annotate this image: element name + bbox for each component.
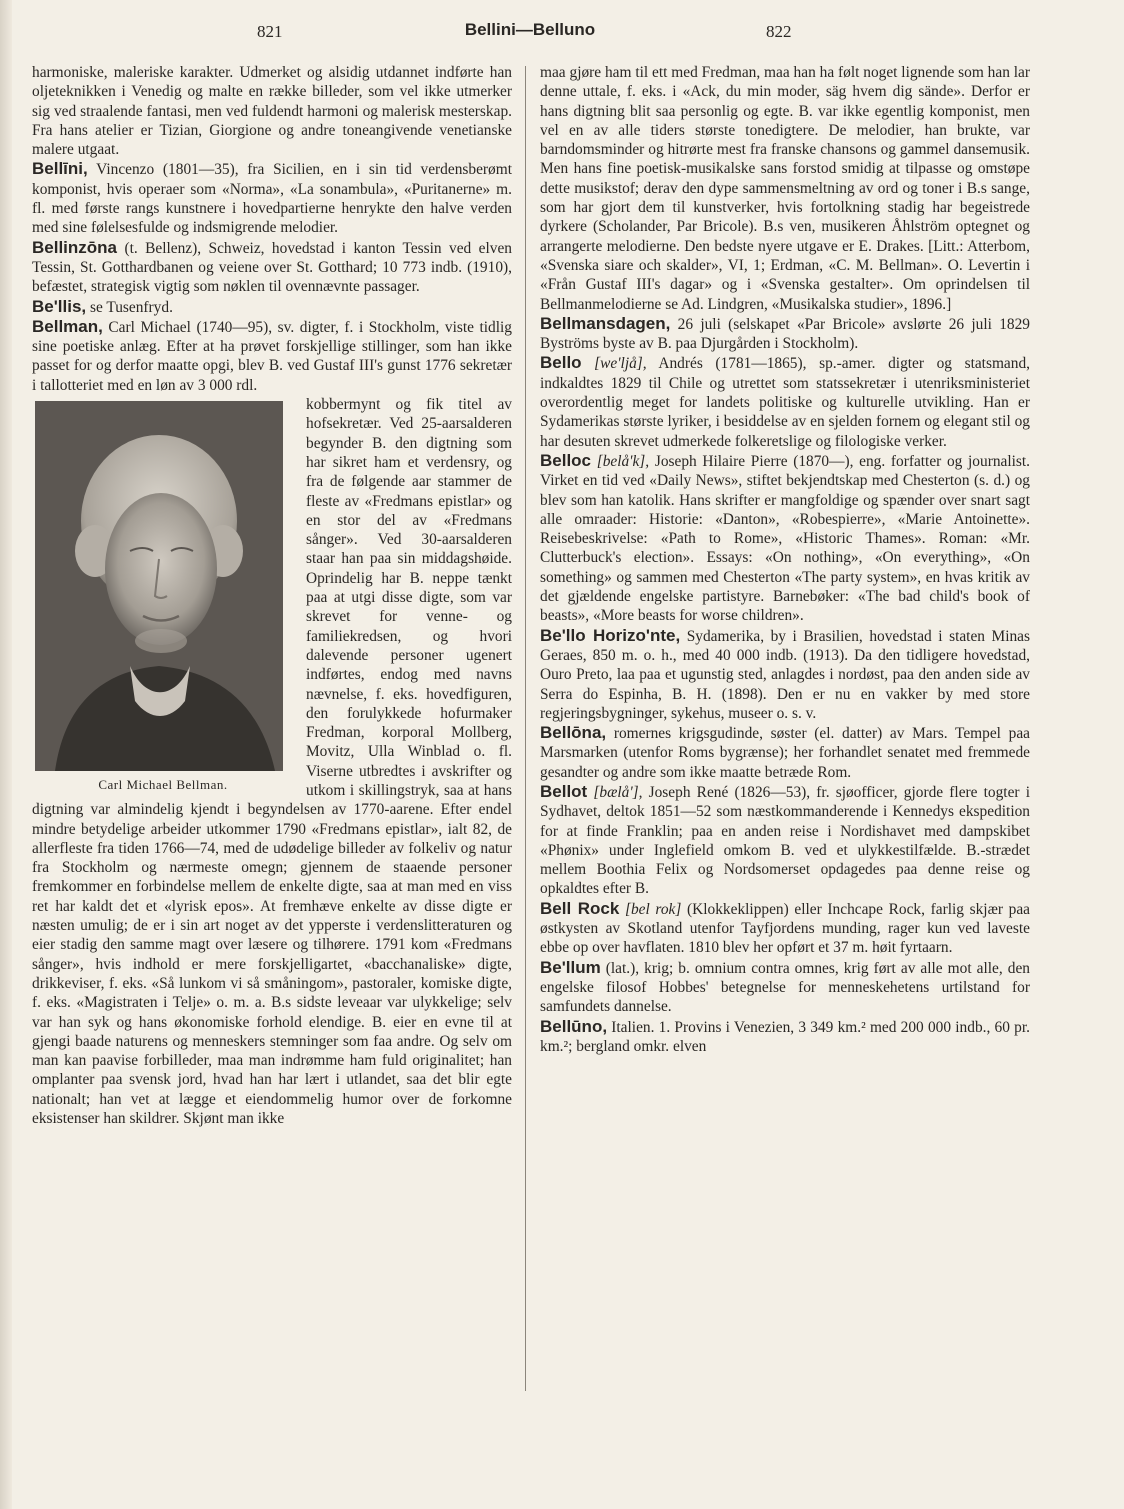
pronunciation: [belå'k], <box>591 452 650 470</box>
page-header <box>0 18 1124 48</box>
portrait-image <box>35 401 283 771</box>
entry-text: Sydamerika, by i Brasilien, hovedstad i staten Minas Geraes, 850 m. o. h., med 40 000 indb. (1913). Da den tidligere hovedstad, Ouro Preto, laa paa et ugunstig sted, anlagdes i nordøst, paa den anden side av Serra do Espinha, B. H. (1898). Den er nu en vakker by med store regjeringsbygninger, sykehus, museer o. s. v. <box>540 627 1030 722</box>
right-column <box>540 63 1030 1056</box>
portrait-drawing <box>35 401 283 771</box>
entry-bello <box>540 353 1030 450</box>
column-divider <box>525 66 526 1391</box>
entry-bellona <box>540 723 1030 782</box>
entry-text: Joseph René (1826—53), fr. sjøofficer, gjorde flere togter i Sydhavet, deltok 1851—52 som næstkommanderende i Kennedys ekspedition for at finde Franklin; paa en anden reise i Nordishavet med dampskibet «Phønix» under Inglefield omkom B. ved et ulykkestilfælde. B.-strædet mellem Boothia Felix og Nordsomerset opdagedes paa denne reise og opkaldtes efter B. <box>540 783 1030 898</box>
entry-bellot <box>540 782 1030 899</box>
pronunciation: [we'ljå], <box>581 355 647 373</box>
headword: Be'llo Horizo'nte, <box>540 625 681 645</box>
entry-text: (lat.), krig; b. omnium contra omnes, krig ført av alle mot alle, den engelske filosof Hobbes' betegnelse for menneskehetens urtilstand for samfundets dannelse. <box>540 959 1030 1016</box>
entry-text: harmoniske, maleriske karakter. Udmerket og alsidig utdannet indførte han oljeteknikken i Venedig og malte en række billeder, som vel ikke utmerker sig ved straalende fantasi, men ved fuldendt harmoni og malerisk mesterskap. Fra hans atelier er Tizian, Giorgione og andre toneangivende venetianske malere utgaat. <box>32 64 512 159</box>
entry-belluno <box>540 1017 1030 1057</box>
headword: Bellōna, <box>540 723 607 743</box>
entry-text: (t. Bellenz), Schweiz, hovedstad i kanton Tessin ved elven Tessin, St. Gotthardbanen og veiene over St. Gotthard; 10 773 indb. (1910), befæstet, strategisk vigtig som nøklen til ovennævnte passager. <box>32 239 512 296</box>
running-title: Bellini—Belluno <box>464 20 596 39</box>
headword: Bello <box>540 353 582 373</box>
entry-bellman <box>32 317 512 395</box>
headword: Be'llum <box>540 957 601 977</box>
portrait-caption: Carl Michael Bellman. <box>98 777 228 793</box>
entry-text: Carl Michael (1740—95), sv. digter, f. i Stockholm, viste tidlig sine poetiske anlæg. Efter at ha prøvet forskjellige stillinger, som han ikke passet for og derfor maatte opgi, blev B. ved Gustaf III's gunst 1776 sekretær i tallotteriet med en løn av 3 000 rdl. <box>32 318 512 394</box>
entry-text: Vincenzo (1801—35), fra Sicilien, en i sin tid verdensberømt komponist, hvis operaer som «Norma», «La sonambula», «Puritanerne» m. fl. med første rangs kunstnere i hovedpartierne henrykte den halve verden med sine følelsesfulde og indsmigrende melodier. <box>32 161 512 237</box>
entry-bellini-painter-cont <box>32 63 512 159</box>
headword: Bellinzōna <box>32 237 118 257</box>
entry-bell-rock <box>540 899 1030 958</box>
entry-text: kobbermynt og fik titel av hofsekretær. Ved 25-aarsalderen begynder B. den digtning som har sikret ham et verdensry, og fra de følgende aar stammer de fleste av «Fredmans epistlar» og en stor del av «Fredmans sånger». Ved 30-aarsalderen staar han paa sin middagshøide. Oprindelig har B. neppe tænkt paa at utgi disse digte, som var skrevet for venne- og familiekredsen, og hvori dalevende personer ugenert indførtes, endog med navns nævnelse, f. eks. hovedfiguren, den forulykkede hofurmaker Fredman, korporal Mollberg, Movitz, Ulla Winblad o. fl. Viserne utbredtes i avskrifter og utkom i skillingstryk, saa at hans digtning var almindelig kjendt i begyndelsen av 1770-aarene. Efter endel mindre betydelige arbeider utkommer 1790 «Fredmans epistlar», ialt 82, de allerfleste fra tiden 1766—74, med de udødelige billeder av folkeliv og natur fra Stockholm og nærmeste omegn; gjennem de staaende personer fremkommer en forbindelse mellem de enkelte digte, saa at man med en viss ret har kaldt det et «lyrisk epos». At fremhæve enkelte av disse digte er næsten umulig; de er i sin art noget av det ypperste i verdenslitteraturen og eier stadig den samme magt over læsere og tilhørere. 1791 kom «Fredmans sånger», hvis indhold er mere forskjelligartet, «bacchanaliske» digte, drikkeviser, f. eks. «Så lunkom vi så småningom», pastoraler, komiske digte, f. eks. «Magistraten i Telje» o. m. a. B.s sidste leveaar var ulykkelige; selv var han syk og hans økonomiske forhold elendige. B. eier en evne til at gjengi baade naturens og menneskers stemninger som faa andre. Og selv om man kan paavise forbilleder, maa man indrømme ham fuld originalitet; han omplanter paa svensk jord, hvad han har lært i utlandet, saa det blir egte nationalt; han vet at lægge et eiendommelig humor over de forkomne eksistenser han skildrer. Skjønt man ikke <box>32 396 512 1128</box>
entry-text: Joseph Hilaire Pierre (1870—), eng. forfatter og journalist. Virket en tid ved «Daily News», stiftet bekjendtskap med Chesterton (s. d.) og blev som han katolik. Hans skrifter er mangfoldige og spænder over snart sagt alle omraader: Historie: «Danton», «Robespierre», «Marie Antoinette». Reisebeskrivelse: «Path to Rome», «Historic Thames». Roman: «Mr. Clutterbuck's election». Essays: «On nothing», «On everything», «On something» og sammen med Chesterton «The party system», en hvas kritik av det gjældende engelske partistyre. Barnebøker: «The bad child's book of beasts», «More beasts for worse children». <box>540 452 1031 625</box>
entry-text: se Tusenfryd. <box>86 298 173 316</box>
headword: Bellmansdagen, <box>540 313 671 333</box>
pronunciation: [bælå'], <box>587 783 643 801</box>
entry-text: (Klokkeklippen) eller Inchcape Rock, farlig skjær paa østkysten av Skotland utenfor Tayfjordens munding, rager kun ved laveste ebbe op over havflaten. 1810 blev her opført et 37 m. høit fyrtaarn. <box>540 900 1030 957</box>
headword: Belloc <box>540 450 592 470</box>
headword: Bellīni, <box>32 159 88 179</box>
headword: Bellot <box>540 781 588 801</box>
page-number-left: 821 <box>257 22 283 41</box>
entry-text: 26 juli (selskapet «Par Bricole» avslørte 26 juli 1829 Byströms byste av B. paa Djurgården i Stockholm). <box>540 315 1030 353</box>
entry-bellini-vincenzo <box>32 159 512 237</box>
headword: Be'llis, <box>32 296 87 316</box>
entry-text: Andrés (1781—1865), sp.-amer. digter og statsmand, indkaldtes 1829 til Chile og utrettet som statssekretær i utenriksministeriet overordentlig meget for landets politiske og kulturelle utvikling. Han er Sydamerikas største lyriker, i besiddelse av en sjelden fornem og elegant stil og har desuten skrevet udmerkede folkeretslige og filologiske verker. <box>540 355 1030 450</box>
headword: Bellūno, <box>540 1016 608 1036</box>
entry-text: romernes krigsgudinde, søster (el. datter) av Mars. Tempel paa Marsmarken (utenfor Roms bygrænse); her forhandlet senatet med fremmede gesandter og andre som ikke maatte betræde Rom. <box>540 725 1030 781</box>
binding-edge <box>0 0 12 1509</box>
entry-bellis <box>32 297 512 317</box>
left-column <box>32 63 512 1128</box>
entry-bellinzona <box>32 238 512 297</box>
headword: Bellman, <box>32 316 103 336</box>
page-number-right: 822 <box>766 22 792 41</box>
entry-bellmansdagen <box>540 314 1030 354</box>
entry-text: maa gjøre ham til ett med Fredman, maa han ha følt noget lignende som han lar denne uttale, f. eks. i «Ack, du min moder, säg hvem dig sände». Derfor er hans digtning blit saa personlig og egte. B. var ikke egentlig komponist, men vel en av alle tiders største tonedigtere. De melodier, han brukte, var barndomsminder og hitrørte mest fra franske chansons og gammel dansemusik. Men hans fine poetisk-musikalske sans forstod smidig at tilpasse og omstøpe dette musikstof; derav den dype sammensmeltning av ord og toner i B.s sange, som har gjort dem til kunstverker, hvis fortolkning stadig har begeistrede dyrkere (Scholander, Par Bricole). B.s ven, musikeren Åhlström optegnet og arrangerte melodierne. Den bedste nyere utgave er E. Drakes. [Litt.: Atterbom, «Svenska siare och skalder», VI, 1; Erdman, «C. M. Bellman». O. Levertin i «Från Gustaf III's dagar» og i «Svenska gestalter». Om oprindelsen til Bellmanmelodierne se Ad. Lindgren, «Musikalska studier», 1896.] <box>540 64 1030 313</box>
entry-bello-horizonte <box>540 626 1030 723</box>
entry-bellman-cont2 <box>540 63 1030 314</box>
pronunciation: [bel rok] <box>619 900 682 918</box>
entry-bellum <box>540 958 1030 1017</box>
headword: Bell Rock <box>540 898 620 918</box>
entry-text: Italien. 1. Provins i Venezien, 3 349 km.² med 200 000 indb., 60 pr. km.²; bergland omkr. elven <box>540 1018 1030 1055</box>
portrait-figure <box>32 401 294 793</box>
entry-belloc <box>540 451 1030 626</box>
